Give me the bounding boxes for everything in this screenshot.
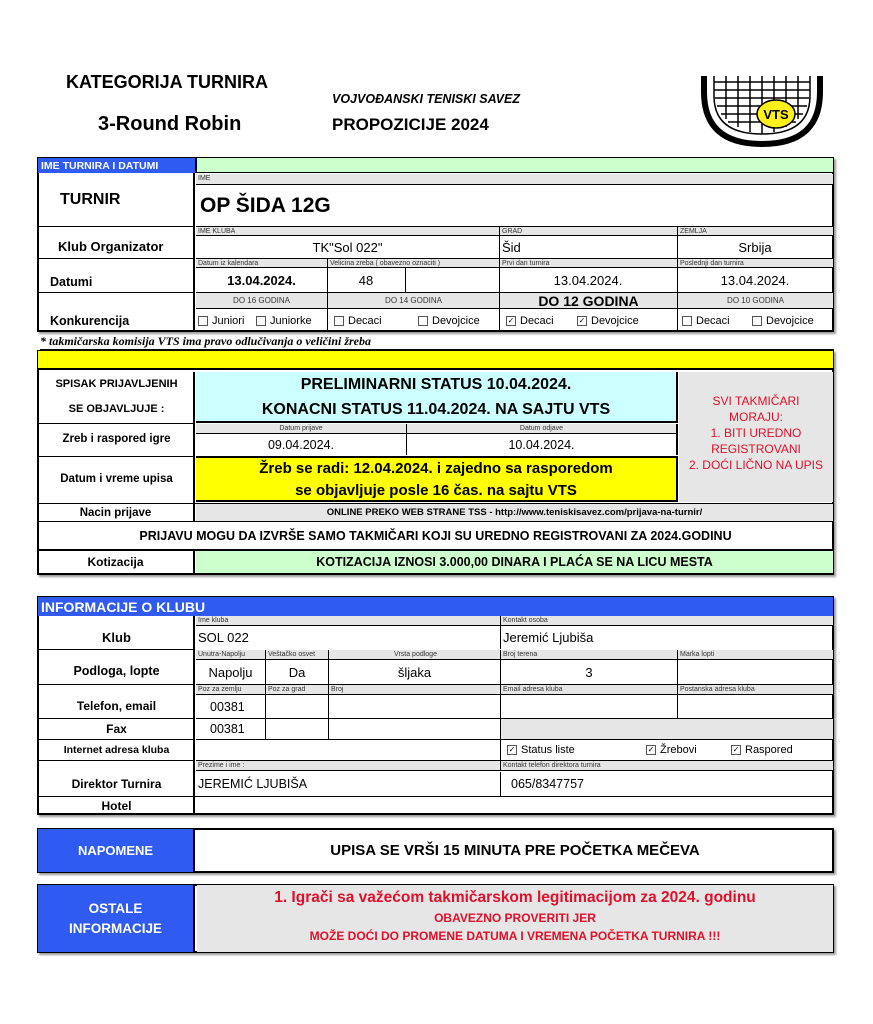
tournament-name: OP ŠIDA 12G	[200, 194, 331, 217]
balls-label: Marka lopti	[677, 650, 833, 660]
checkbox-label: Raspored	[745, 744, 793, 756]
phone-row-label: Telefon, email	[76, 699, 157, 713]
checkbox-draws[interactable]	[646, 742, 697, 758]
city-value: Šid	[502, 239, 521, 255]
last-day-value: 13.04.2024.	[720, 272, 790, 288]
checkbox-label: Žrebovi	[660, 744, 697, 756]
club-organizer-label: Klub Organizator	[58, 238, 164, 254]
fax-country-code: 00381	[210, 722, 245, 736]
checkbox-label: Decaci	[520, 315, 554, 327]
postal-label: Postanska adresa kluba	[677, 685, 833, 695]
draw-schedule-label: Zreb i raspored igre	[62, 433, 171, 445]
list-label-1: SPISAK PRIJAVLJENIH	[55, 378, 178, 390]
lights-value: Da	[265, 660, 328, 684]
requirement-1b: REGISTROVANI	[711, 442, 801, 456]
checkbox-10-devojcice[interactable]	[752, 313, 814, 329]
checkbox-icon[interactable]: ✓	[647, 745, 655, 754]
director-label: Direktor Turnira	[71, 777, 162, 791]
checkbox-14-decaci[interactable]	[334, 313, 382, 329]
ime-kluba-label: IME KLUBA	[196, 226, 499, 236]
indoor-value: Napolju	[208, 664, 253, 680]
divider	[500, 740, 501, 760]
ostale-label	[38, 885, 195, 952]
tournament-header-bar	[195, 158, 833, 173]
checkbox-icon[interactable]	[198, 316, 208, 326]
divider	[196, 739, 833, 740]
first-day-value: 13.04.2024.	[553, 272, 623, 288]
datumi-label: Datumi	[50, 275, 93, 289]
turnir-label: TURNIR	[60, 191, 121, 208]
divider	[500, 695, 501, 718]
ostale-line-2: OBAVEZNO PROVERITI JER	[434, 911, 596, 925]
vts-logo	[700, 72, 824, 148]
checkbox-icon[interactable]: ✓	[508, 745, 516, 754]
courts-label: Broj terena	[500, 650, 677, 660]
fax-grey-area	[500, 719, 833, 739]
list-label-2: SE OBJAVLJUJE :	[68, 403, 165, 415]
checkbox-icon[interactable]: ✓	[578, 316, 586, 325]
ostale-label-line-1: OSTALE	[88, 900, 143, 916]
fax-label: Fax	[106, 722, 127, 736]
registration-header-bar	[38, 351, 833, 370]
draw-note-line-1: Žreb se radi: 12.04.2024. i zajedno sa rasporedom	[259, 459, 613, 477]
divider	[499, 309, 500, 331]
category-title: KATEGORIJA TURNIRA	[66, 72, 268, 92]
checkbox-icon[interactable]	[334, 316, 344, 326]
divider	[677, 695, 678, 718]
draw-note-line-2: se objavljuje posle 16 čas. na sajtu VTS	[295, 481, 577, 499]
final-status: KONACNI STATUS 11.04.2024. NA SAJTU VTS	[261, 401, 611, 418]
signin-label: Datum i vreme upisa	[60, 473, 173, 485]
divider	[327, 309, 328, 331]
checkbox-label: Devojcice	[766, 315, 814, 327]
checkbox-icon[interactable]: ✓	[732, 745, 740, 754]
club-info-title: INFORMACIJE O KLUBU	[38, 597, 833, 616]
divider	[38, 226, 195, 227]
ostale-text	[197, 885, 833, 952]
checkbox-status-list[interactable]	[507, 742, 575, 758]
calendar-date-label: Datum iz kalendara	[196, 258, 327, 268]
grad-label: GRAD	[499, 226, 677, 236]
checkbox-label: Juniori	[212, 315, 245, 327]
divider	[405, 268, 406, 292]
age-group-title: DO 16 GODINA	[196, 292, 327, 309]
fee-label: Kotizacija	[38, 551, 195, 573]
checkbox-label: Decaci	[696, 315, 730, 327]
country-value: Srbija	[738, 239, 772, 255]
entry-date-value: 09.04.2024.	[267, 437, 335, 452]
contact-value: Jeremić Ljubiša	[500, 626, 833, 649]
draw-size-footnote: * takmičarska komisija VTS ima pravo odlučivanja o veličini žreba	[40, 334, 834, 350]
entry-method-value[interactable]: ONLINE PREKO WEB STRANE TSS - http://www.teniskisavez.com/prijava-na-turnir/	[196, 504, 833, 521]
napomene-label: NAPOMENE	[38, 829, 195, 872]
checkbox-icon[interactable]: ✓	[507, 316, 515, 325]
first-day-label: Prvi dan turnira	[499, 258, 677, 268]
divider	[38, 649, 195, 650]
draw-size-label: Velicina zreba ( obavezno oznaciti )	[327, 258, 499, 268]
club-name-value: SOL 022	[198, 630, 249, 645]
checkbox-icon[interactable]	[682, 316, 692, 326]
country-code-label: Poz za zemlju	[196, 685, 265, 695]
age-group-title: DO 12 GODINA	[499, 292, 677, 309]
indoor-label: Unutra-Napolju	[196, 650, 265, 660]
divider	[38, 292, 195, 293]
ime-label: IME	[196, 174, 833, 185]
federation-name: VOJVOĐANSKI TENISKI SAVEZ	[332, 92, 520, 106]
checkbox-schedule[interactable]	[731, 742, 793, 758]
requirements-title-2: MORAJU:	[729, 410, 783, 424]
checkbox-label: Decaci	[348, 315, 382, 327]
checkbox-12-decaci[interactable]	[506, 313, 554, 329]
requirement-1a: 1. BITI UREDNO	[710, 426, 802, 440]
age-group-title: DO 10 GODINA	[677, 292, 833, 309]
withdrawal-date-value: 10.04.2024.	[406, 434, 678, 455]
requirements-title-1: SVI TAKMIČARI	[712, 394, 800, 408]
courts-value: 3	[500, 660, 677, 684]
director-name-label: Prezime i ime :	[196, 761, 500, 771]
surface-row-label: Podloga, lopte	[73, 664, 160, 678]
checkbox-14-devojcice[interactable]	[418, 313, 480, 329]
klub-label: Klub	[102, 629, 131, 645]
tournament-section-title: IME TURNIRA I DATUMI	[38, 158, 195, 173]
logo-text: VTS	[763, 107, 789, 122]
divider	[499, 236, 500, 258]
checkbox-label: Devojcice	[591, 315, 639, 327]
checkbox-label: Status liste	[521, 744, 575, 756]
balls-value	[677, 660, 833, 684]
director-phone: 065/8347757	[500, 772, 833, 796]
surface-value: šljaka	[328, 660, 500, 684]
entry-method-label: Nacin prijave	[38, 504, 195, 521]
contact-label: Kontakt osoba	[500, 616, 833, 626]
divider	[38, 258, 195, 259]
city-code-label: Poz za grad	[265, 685, 328, 695]
document-title: PROPOZICIJE 2024	[332, 115, 489, 134]
divider	[38, 684, 195, 685]
checkbox-label: Juniorke	[270, 315, 312, 327]
hotel-label: Hotel	[101, 798, 132, 813]
lights-label: Veštačko osvet	[265, 650, 328, 660]
requirements-text	[679, 393, 833, 473]
divider	[677, 309, 678, 331]
divider	[38, 760, 195, 761]
checkbox-juniorke[interactable]	[256, 313, 312, 329]
draw-size-value: 48	[358, 272, 374, 288]
calendar-date-value: 13.04.2024.	[227, 272, 296, 288]
divider	[265, 695, 266, 739]
category-value: 3-Round Robin	[98, 113, 242, 135]
napomene-text: UPISA SE VRŠI 15 MINUTA PRE POČETKA MEČEVA	[330, 842, 700, 859]
director-name: JEREMIĆ LJUBIŠA	[198, 777, 308, 791]
fee-value: KOTIZACIJA IZNOSI 3.000,00 DINARA I PLAĆA SE NA LICU MESTA	[196, 551, 833, 573]
ostale-line-3: MOŽE DOĆI DO PROMENE DATUMA I VREMENA POČETKA TURNIRA !!!	[309, 929, 721, 943]
phone-country-code: 00381	[210, 699, 245, 714]
email-label: Email adresa kluba	[500, 685, 677, 695]
requirement-2: 2. DOĆI LIČNO NA UPIS	[688, 458, 824, 472]
entry-date-label: Datum prijave	[196, 424, 406, 434]
age-group-title: DO 14 GODINA	[327, 292, 499, 309]
preliminary-status: PRELIMINARNI STATUS 10.04.2024.	[300, 376, 572, 393]
ostale-label-line-2: INFORMACIJE	[68, 920, 162, 936]
checkbox-juniori[interactable]	[198, 313, 244, 329]
konkurencija-label: Konkurencija	[50, 314, 130, 328]
surface-label: Vrsta podloge	[328, 650, 500, 660]
checkbox-icon[interactable]	[418, 316, 428, 326]
internet-label: Internet adresa kluba	[63, 744, 170, 756]
last-day-label: Poslednji dan turnira	[677, 258, 833, 268]
number-label: Broj	[328, 685, 500, 695]
checkbox-icon[interactable]	[752, 316, 762, 326]
checkbox-label: Devojcice	[432, 315, 480, 327]
zemlja-label: ZEMLJA	[677, 226, 833, 236]
divider	[328, 695, 329, 739]
eligibility-note: PRIJAVU MOGU DA IZVRŠE SAMO TAKMIČARI KOJI SU UREDNO REGISTROVANI ZA 2024.GODINU	[139, 528, 732, 543]
checkbox-12-devojcice[interactable]	[577, 313, 639, 329]
club-name-label: Ime kluba	[196, 616, 500, 626]
withdrawal-date-label: Datum odjave	[406, 424, 678, 434]
club-organizer-value: TK"Sol 022"	[312, 239, 383, 255]
ostale-line-1: 1. Igrači sa važećom takmičarskom legitimacijom za 2024. godinu	[274, 889, 756, 906]
director-phone-label: Kontakt telefon direktora turnira	[500, 761, 833, 771]
checkbox-10-decaci[interactable]	[682, 313, 730, 329]
checkbox-icon[interactable]	[256, 316, 266, 326]
